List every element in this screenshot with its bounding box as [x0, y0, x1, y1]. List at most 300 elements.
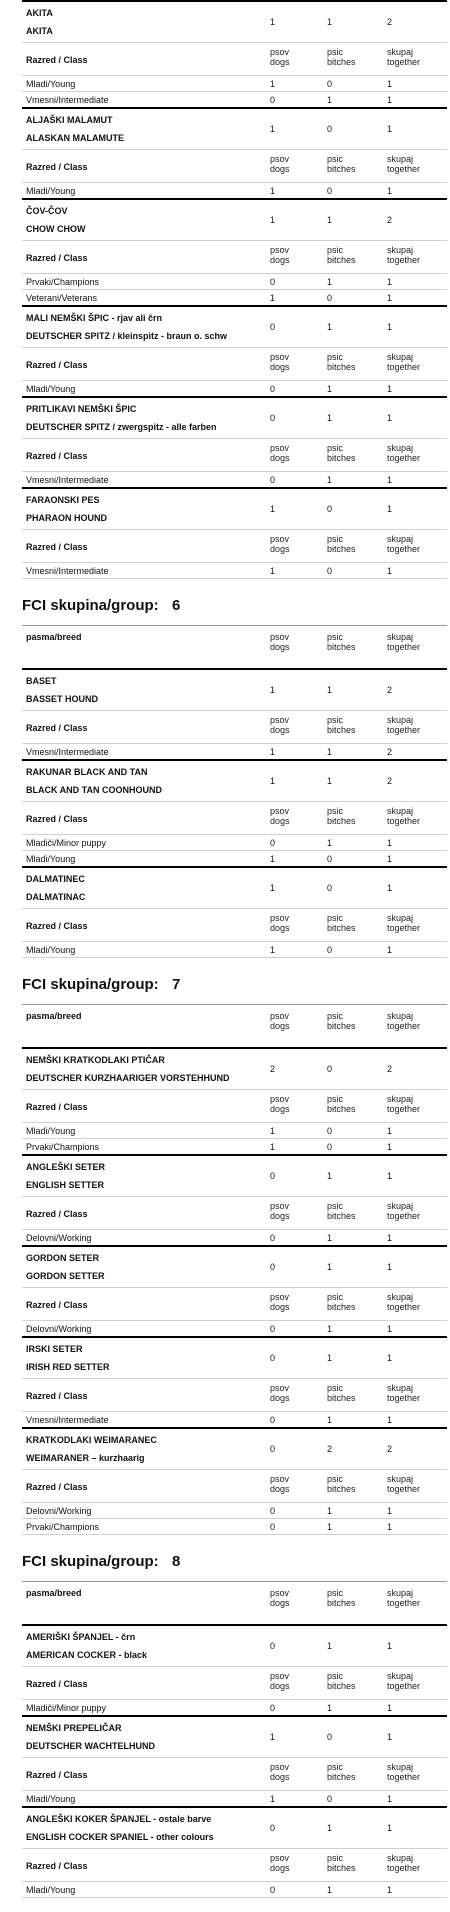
class-count-together: 2 [387, 747, 393, 757]
breed-count: 1 [327, 215, 333, 225]
column-header-bitches: psic bitches [327, 1011, 356, 1031]
class-count-dogs: 1 [270, 945, 276, 955]
breed-row [22, 1247, 447, 1287]
column-header-together: skupaj together [387, 245, 421, 265]
breed-name-english: WEIMARANER – kurzhaarig [26, 1453, 145, 1463]
class-row [22, 835, 447, 850]
column-header-together: skupaj together [387, 1011, 421, 1031]
column-header-bitches: psic bitches [327, 154, 356, 174]
class-header-label: Razred / Class [26, 921, 88, 931]
column-header-bitches: psic bitches [327, 715, 356, 735]
column-header-dogs: psov dogs [270, 1011, 290, 1031]
class-header-row [22, 711, 447, 743]
breed-header-label: pasma/breed [26, 1588, 82, 1598]
class-name: Delovni/Working [26, 1506, 92, 1516]
class-count-together: 1 [387, 1142, 393, 1152]
breed-name-english: GORDON SETTER [26, 1271, 105, 1281]
class-count-bitches: 1 [327, 1415, 333, 1425]
group-title [22, 964, 450, 1004]
column-header-bitches: psic bitches [327, 352, 356, 372]
column-header-together: skupaj together [387, 1292, 421, 1312]
breed-count: 1 [270, 504, 276, 514]
column-header-together: skupaj together [387, 1762, 421, 1782]
breed-count: 2 [387, 1064, 393, 1074]
class-header-label: Razred / Class [26, 253, 88, 263]
breed-row [22, 1717, 447, 1757]
column-header-dogs: psov dogs [270, 1762, 290, 1782]
class-name: Mladiči/Minor puppy [26, 1703, 107, 1713]
breed-row [22, 109, 447, 149]
class-count-dogs: 0 [270, 1506, 276, 1516]
column-header-bitches: psic bitches [327, 1094, 356, 1114]
class-name: Mladi/Young [26, 384, 76, 394]
breed-count: 1 [387, 1171, 393, 1181]
breed-row [22, 868, 447, 908]
breed-count: 1 [327, 1262, 333, 1272]
class-row [22, 472, 447, 487]
breed-count: 2 [387, 215, 393, 225]
column-header-together: skupaj together [387, 443, 421, 463]
class-count-bitches: 1 [327, 95, 333, 105]
class-count-together: 1 [387, 1415, 393, 1425]
class-count-dogs: 1 [270, 747, 276, 757]
class-count-bitches: 0 [327, 79, 333, 89]
class-name: Vmesni/Intermediate [26, 1415, 109, 1425]
column-header-dogs: psov dogs [270, 1671, 290, 1691]
breed-count: 0 [270, 1823, 276, 1833]
class-name: Prvaki/Champions [26, 1142, 100, 1152]
column-header-bitches: psic bitches [327, 1762, 356, 1782]
column-header-bitches: psic bitches [327, 913, 356, 933]
class-name: Vmesni/Intermediate [26, 566, 109, 576]
column-header-bitches: psic bitches [327, 1383, 356, 1403]
class-row [22, 1503, 447, 1518]
breed-name-local: NEMŠKI PREPELIČAR [26, 1723, 122, 1733]
group-number: 6 [172, 597, 181, 614]
class-count-together: 1 [387, 475, 393, 485]
group-number: 7 [172, 976, 181, 993]
breed-count: 1 [270, 215, 276, 225]
column-header-dogs: psov dogs [270, 47, 290, 67]
class-count-dogs: 1 [270, 79, 276, 89]
breed-name-english: PHARAON HOUND [26, 513, 107, 523]
class-count-together: 1 [387, 95, 393, 105]
class-name: Mladi/Young [26, 79, 76, 89]
breed-row [22, 761, 447, 801]
column-header-together: skupaj together [387, 1474, 421, 1494]
breed-header-row [22, 626, 447, 668]
breed-row [22, 1626, 447, 1666]
breed-count: 1 [327, 1171, 333, 1181]
breed-header-row [22, 1005, 447, 1047]
class-header-row [22, 1379, 447, 1411]
breed-count: 1 [270, 776, 276, 786]
class-header-label: Razred / Class [26, 1209, 88, 1219]
class-row [22, 1139, 447, 1154]
breed-name-local: PRITLIKAVI NEMŠKI ŠPIC [26, 404, 137, 414]
group-label: FCI skupina/group: [22, 976, 159, 993]
breed-count: 1 [387, 1353, 393, 1363]
class-count-together: 1 [387, 1703, 393, 1713]
class-row [22, 1882, 447, 1897]
column-header-dogs: psov dogs [270, 1588, 290, 1608]
breed-count: 1 [270, 1732, 276, 1742]
class-header-label: Razred / Class [26, 162, 88, 172]
class-name: Delovni/Working [26, 1233, 92, 1243]
breed-header-label: pasma/breed [26, 632, 82, 642]
breed-name-local: ALJAŠKI MALAMUT [26, 115, 113, 125]
class-count-bitches: 1 [327, 1506, 333, 1516]
class-count-together: 1 [387, 854, 393, 864]
breed-count: 1 [327, 1641, 333, 1651]
class-count-bitches: 0 [327, 566, 333, 576]
class-header-row [22, 241, 447, 273]
breed-name-english: ENGLISH SETTER [26, 1180, 105, 1190]
breed-count: 1 [327, 685, 333, 695]
breed-count: 1 [270, 124, 276, 134]
breed-count: 1 [327, 1353, 333, 1363]
breed-count: 0 [270, 1641, 276, 1651]
class-count-dogs: 0 [270, 475, 276, 485]
breed-name-english: AMERICAN COCKER - black [26, 1650, 148, 1660]
class-count-bitches: 1 [327, 384, 333, 394]
breed-count: 1 [387, 504, 393, 514]
class-row [22, 1321, 447, 1336]
class-count-together: 1 [387, 566, 393, 576]
breed-row [22, 1429, 447, 1469]
column-header-dogs: psov dogs [270, 1094, 290, 1114]
class-count-bitches: 0 [327, 854, 333, 864]
class-row [22, 92, 447, 107]
class-header-label: Razred / Class [26, 1102, 88, 1112]
column-header-together: skupaj together [387, 806, 421, 826]
column-header-dogs: psov dogs [270, 1474, 290, 1494]
breed-count: 0 [270, 1444, 276, 1454]
column-header-bitches: psic bitches [327, 806, 356, 826]
group-label: FCI skupina/group: [22, 1553, 159, 1570]
breed-count: 1 [327, 1823, 333, 1833]
class-row [22, 76, 447, 91]
class-header-row [22, 530, 447, 562]
class-header-label: Razred / Class [26, 542, 88, 552]
breed-count: 1 [387, 1262, 393, 1272]
group-number: 8 [172, 1553, 181, 1570]
class-header-row [22, 909, 447, 941]
column-header-bitches: psic bitches [327, 47, 356, 67]
breed-count: 1 [387, 413, 393, 423]
breed-count: 0 [270, 413, 276, 423]
class-header-label: Razred / Class [26, 1861, 88, 1871]
class-count-bitches: 0 [327, 1142, 333, 1152]
class-header-label: Razred / Class [26, 1482, 88, 1492]
class-name: Vmesni/Intermediate [26, 747, 109, 757]
class-name: Prvaki/Champions [26, 1522, 100, 1532]
column-header-together: skupaj together [387, 534, 421, 554]
breed-name-local: FARAONSKI PES [26, 495, 100, 505]
breed-count: 0 [327, 124, 333, 134]
class-name: Mladi/Young [26, 1794, 76, 1804]
class-count-bitches: 1 [327, 1522, 333, 1532]
column-header-together: skupaj together [387, 1094, 421, 1114]
breed-count: 1 [270, 17, 276, 27]
class-name: Delovni/Working [26, 1324, 92, 1334]
column-header-dogs: psov dogs [270, 715, 290, 735]
class-count-together: 1 [387, 79, 393, 89]
class-count-bitches: 0 [327, 1126, 333, 1136]
breed-name-english: DEUTSCHER WACHTELHUND [26, 1741, 155, 1751]
class-count-bitches: 1 [327, 1703, 333, 1713]
breed-name-english: ENGLISH COCKER SPANIEL - other colours [26, 1832, 214, 1842]
class-count-dogs: 0 [270, 1233, 276, 1243]
class-header-label: Razred / Class [26, 814, 88, 824]
column-header-bitches: psic bitches [327, 1474, 356, 1494]
column-header-dogs: psov dogs [270, 632, 290, 652]
column-header-together: skupaj together [387, 632, 421, 652]
class-count-dogs: 0 [270, 1703, 276, 1713]
breed-name-local: AMERIŠKI ŠPANJEL - črn [26, 1632, 136, 1642]
class-header-row [22, 43, 447, 75]
column-header-dogs: psov dogs [270, 1201, 290, 1221]
breed-name-local: GORDON SETER [26, 1253, 100, 1263]
class-count-dogs: 0 [270, 95, 276, 105]
breed-count: 1 [387, 1823, 393, 1833]
class-row [22, 563, 447, 578]
breed-count: 1 [387, 1641, 393, 1651]
column-header-together: skupaj together [387, 1853, 421, 1873]
class-count-together: 1 [387, 1506, 393, 1516]
class-count-together: 1 [387, 1126, 393, 1136]
class-name: Mladi/Young [26, 1885, 76, 1895]
column-header-dogs: psov dogs [270, 534, 290, 554]
breed-count: 2 [387, 776, 393, 786]
class-row [22, 1519, 447, 1534]
group-title [22, 585, 450, 625]
class-row [22, 1700, 447, 1715]
class-count-bitches: 1 [327, 747, 333, 757]
breed-header-row [22, 1582, 447, 1624]
column-header-bitches: psic bitches [327, 1671, 356, 1691]
class-count-together: 1 [387, 293, 393, 303]
class-header-row [22, 1470, 447, 1502]
column-header-together: skupaj together [387, 1201, 421, 1221]
breed-name-local: NEMŠKI KRATKODLAKI PTIČAR [26, 1055, 165, 1065]
class-count-together: 1 [387, 1324, 393, 1334]
breed-row [22, 398, 447, 438]
breed-count: 0 [270, 1262, 276, 1272]
column-header-bitches: psic bitches [327, 1292, 356, 1312]
breed-count: 1 [270, 685, 276, 695]
class-count-together: 1 [387, 277, 393, 287]
class-header-label: Razred / Class [26, 1300, 88, 1310]
breed-name-english: BLACK AND TAN COONHOUND [26, 785, 162, 795]
class-row [22, 1230, 447, 1245]
class-count-dogs: 1 [270, 1142, 276, 1152]
class-row [22, 183, 447, 198]
class-row [22, 1123, 447, 1138]
class-header-row [22, 1849, 447, 1881]
column-header-dogs: psov dogs [270, 1853, 290, 1873]
class-row [22, 1412, 447, 1427]
class-name: Mladi/Young [26, 1126, 76, 1136]
class-count-dogs: 0 [270, 838, 276, 848]
breed-name-english: BASSET HOUND [26, 694, 99, 704]
breed-count: 1 [387, 322, 393, 332]
class-count-bitches: 1 [327, 277, 333, 287]
breed-name-local: ANGLEŠKI SETER [26, 1162, 106, 1172]
breed-count: 0 [327, 504, 333, 514]
class-row [22, 290, 447, 305]
class-count-dogs: 0 [270, 1324, 276, 1334]
class-count-dogs: 1 [270, 186, 276, 196]
class-name: Mladi/Young [26, 186, 76, 196]
breed-row [22, 1156, 447, 1196]
class-count-bitches: 0 [327, 945, 333, 955]
divider [22, 1897, 447, 1898]
class-header-row [22, 150, 447, 182]
breed-name-local: ČOV-ČOV [26, 206, 68, 216]
class-count-bitches: 1 [327, 475, 333, 485]
class-row [22, 744, 447, 759]
breed-count: 2 [387, 685, 393, 695]
class-name: Mladi/Young [26, 854, 76, 864]
breed-row [22, 489, 447, 529]
class-count-bitches: 0 [327, 186, 333, 196]
class-row [22, 1791, 447, 1806]
class-header-label: Razred / Class [26, 723, 88, 733]
breed-name-local: ANGLEŠKI KOKER ŠPANJEL - ostale barve [26, 1814, 212, 1824]
class-count-dogs: 1 [270, 566, 276, 576]
class-name: Prvaki/Champions [26, 277, 100, 287]
class-count-together: 1 [387, 1233, 393, 1243]
column-header-together: skupaj together [387, 913, 421, 933]
breed-count: 1 [327, 17, 333, 27]
breed-count: 2 [387, 1444, 393, 1454]
class-count-dogs: 0 [270, 1885, 276, 1895]
class-count-dogs: 1 [270, 1794, 276, 1804]
class-header-row [22, 348, 447, 380]
breed-count: 0 [270, 1171, 276, 1181]
column-header-bitches: psic bitches [327, 245, 356, 265]
class-header-row [22, 439, 447, 471]
class-count-dogs: 1 [270, 293, 276, 303]
class-count-together: 1 [387, 1885, 393, 1895]
column-header-bitches: psic bitches [327, 1853, 356, 1873]
class-count-bitches: 1 [327, 1324, 333, 1334]
class-count-together: 1 [387, 186, 393, 196]
breed-row [22, 2, 447, 42]
class-count-together: 1 [387, 838, 393, 848]
breed-count: 0 [327, 883, 333, 893]
class-count-dogs: 0 [270, 277, 276, 287]
breed-name-english: ALASKAN MALAMUTE [26, 133, 124, 143]
class-name: Vmesni/Intermediate [26, 95, 109, 105]
breed-name-local: BASET [26, 676, 57, 686]
class-count-bitches: 1 [327, 838, 333, 848]
column-header-together: skupaj together [387, 1671, 421, 1691]
class-row [22, 381, 447, 396]
breed-header-label: pasma/breed [26, 1011, 82, 1021]
class-header-label: Razred / Class [26, 1391, 88, 1401]
breed-row [22, 1049, 447, 1089]
breed-count: 0 [270, 1353, 276, 1363]
column-header-bitches: psic bitches [327, 534, 356, 554]
breed-count: 2 [387, 17, 393, 27]
breed-count: 0 [270, 322, 276, 332]
breed-name-local: AKITA [26, 8, 53, 18]
breed-count: 1 [327, 413, 333, 423]
breed-count: 1 [270, 883, 276, 893]
class-count-bitches: 0 [327, 1794, 333, 1804]
breed-name-english: DALMATINAC [26, 892, 86, 902]
breed-name-local: RAKUNAR BLACK AND TAN [26, 767, 148, 777]
class-name: Veterani/Veterans [26, 293, 98, 303]
column-header-together: skupaj together [387, 1588, 421, 1608]
class-name: Mladi/Young [26, 945, 76, 955]
class-header-row [22, 1197, 447, 1229]
column-header-dogs: psov dogs [270, 1383, 290, 1403]
class-header-label: Razred / Class [26, 55, 88, 65]
breed-name-local: IRSKI SETER [26, 1344, 83, 1354]
class-count-dogs: 0 [270, 1522, 276, 1532]
class-header-label: Razred / Class [26, 451, 88, 461]
breed-count: 1 [387, 1732, 393, 1742]
class-header-label: Razred / Class [26, 1679, 88, 1689]
column-header-dogs: psov dogs [270, 154, 290, 174]
breed-name-english: AKITA [26, 26, 53, 36]
column-header-together: skupaj together [387, 154, 421, 174]
class-count-dogs: 1 [270, 854, 276, 864]
class-count-dogs: 0 [270, 1415, 276, 1425]
column-header-bitches: psic bitches [327, 1201, 356, 1221]
column-header-dogs: psov dogs [270, 806, 290, 826]
breed-count: 1 [327, 322, 333, 332]
class-header-row [22, 1758, 447, 1790]
breed-name-local: MALI NEMŠKI ŠPIC - rjav ali črn [26, 313, 163, 323]
breed-name-local: KRATKODLAKI WEIMARANEC [26, 1435, 157, 1445]
column-header-bitches: psic bitches [327, 632, 356, 652]
class-header-label: Razred / Class [26, 360, 88, 370]
class-header-row [22, 1090, 447, 1122]
column-header-dogs: psov dogs [270, 443, 290, 463]
breed-name-local: DALMATINEC [26, 874, 85, 884]
class-count-bitches: 1 [327, 1233, 333, 1243]
class-row [22, 274, 447, 289]
breed-name-english: DEUTSCHER SPITZ / kleinspitz - braun o. schw [26, 331, 228, 341]
breed-count: 1 [387, 883, 393, 893]
class-header-row [22, 1288, 447, 1320]
breed-count: 2 [270, 1064, 276, 1074]
class-count-dogs: 1 [270, 1126, 276, 1136]
breed-count: 1 [387, 124, 393, 134]
column-header-together: skupaj together [387, 352, 421, 372]
breed-row [22, 200, 447, 240]
column-header-dogs: psov dogs [270, 352, 290, 372]
breed-name-english: DEUTSCHER KURZHAARIGER VORSTEHHUND [26, 1073, 230, 1083]
group-label: FCI skupina/group: [22, 597, 159, 614]
breed-name-english: CHOW CHOW [26, 224, 86, 234]
breed-row [22, 1808, 447, 1848]
class-count-together: 1 [387, 384, 393, 394]
class-row [22, 851, 447, 866]
breed-name-english: DEUTSCHER SPITZ / zwergspitz - alle farben [26, 422, 217, 432]
class-count-dogs: 0 [270, 384, 276, 394]
class-header-row [22, 802, 447, 834]
column-header-dogs: psov dogs [270, 1292, 290, 1312]
breed-count: 0 [327, 1732, 333, 1742]
class-row [22, 942, 447, 957]
breed-row [22, 1338, 447, 1378]
class-count-together: 1 [387, 1794, 393, 1804]
